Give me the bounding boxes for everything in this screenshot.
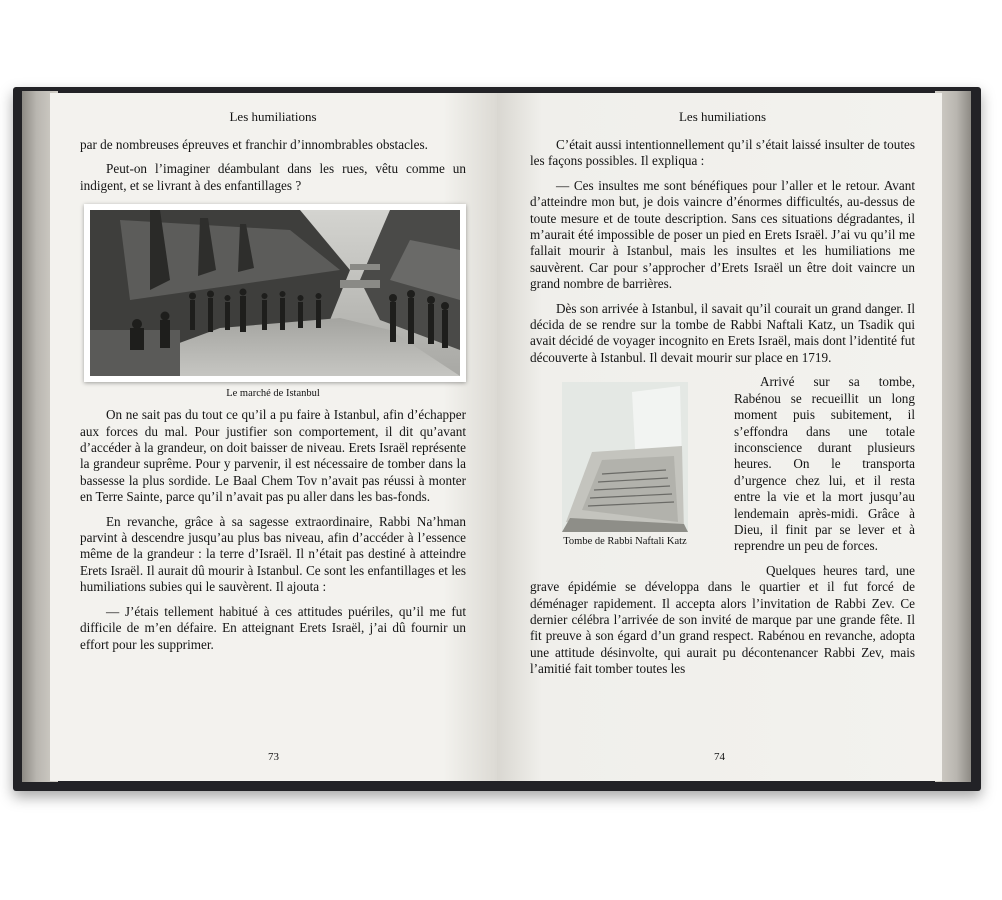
page-number: 73 (268, 751, 279, 763)
paragraph: Peut-on l’imaginer déambulant dans les rues, vêtu comme un indigent, et se livrant à des enfantillages ? (80, 161, 466, 193)
paragraph: Arrivé sur sa tombe, Rabénou se recueillit un long moment puis subitement, il s’effondra dans une totale inconscience durant plusieurs heures. On le transporta d’urgence chez lui, et il resta entre la vie et la mort jusqu’au lendemain après-midi. Grâce à Dieu, il finit par se lever et à reprendre un peu de forces. (734, 374, 915, 554)
figure-caption: Le marché de Istanbul (226, 388, 320, 400)
paragraph: On ne sait pas du tout ce qu’il a pu faire à Istanbul, afin d’échapper aux forces du mal. Pour justifier son comportement, il dit qu’avant d’accéder à la grandeur, on doit baisser de niveau. Erets Israël représente la grandeur suprême. Pour y parvenir, il est nécessaire de tomber dans la bassesse la plus sordide. Le Baal Chem Tov n’avait pas réussi à monter en Terre Sainte, parce qu’il n’avait pas pu aller dans les bas-fonds. (80, 407, 466, 505)
paragraph: En revanche, grâce à sa sagesse extraordinaire, Rabbi Na’hman parvint à descendre jusqu’au plus bas niveau, afin d’accéder à l’essence même de la grandeur : la terre d’Israël. Il n’était pas destiné à atteindre Erets Israël. Il aurait dû mourir à Istanbul. Ce sont les enfantillages et les humiliations subies qui le sauvèrent. Il ajouta : (80, 513, 466, 595)
tomb-figure (530, 374, 720, 547)
paragraph: — J’étais tellement habitué à ces attitudes puériles, qu’il me fut difficile de m’en défaire. En atteignant Erets Israël, j’ai dû fournir un effort pour les supprimer. (80, 603, 466, 652)
paragraph: Dès son arrivée à Istanbul, il savait qu’il courait un grand danger. Il décida de se rendre sur la tombe de Rabbi Naftali Katz, un Tsadik qui avait décidé de voyager incognito en Erets Israël, mais dont l’identité fut découverte à Istanbul. Il devait mourir sur place en 1719. (530, 300, 915, 365)
market-photo-frame (84, 204, 466, 382)
paragraph: Quelques heures tard, une grave épidémie se développa dans le quartier et il fut forcé de déménager rapidement. Il accepta alors l’invitation de Rabbi Zev. Ce dernier célébra l’arrivée de son invité de marque par une grande fête. Il fit preuve à son égard d’un grand respect. Rabénou en revanche, adopta une attitude désinvolte, qui aurait pu décontenancer Rabbi Zev, mais l’amitié fait tomber toutes les (530, 562, 915, 677)
paragraph: — Ces insultes me sont bénéfiques pour l’aller et le retour. Avant d’atteindre mon but, je dois vaincre d’énormes difficultés, au-dessus de toute mesure et de toute description. Sans ces situations dégradantes, il m’aurait été impossible de poser un pied en Erets Israël. J’ai vu qu’il me fallait mourir à Istanbul, mais les insultes et les humiliations me sauvèrent. Car pour s’approcher d’Erets Israël un être doit vaincre un grand nombre de barrières. (530, 177, 915, 292)
right-page (497, 93, 942, 781)
wrap-text (734, 374, 915, 562)
tomb-photo (562, 382, 688, 532)
left-page (50, 93, 497, 781)
right-running-head: Les humiliations (678, 109, 767, 124)
tomb-section (530, 374, 915, 562)
market-photo (90, 210, 460, 376)
figure-caption: Tombe de Rabbi Naftali Katz (563, 536, 687, 548)
paragraph: C’était aussi intentionnellement qu’il s’était laissé insulter de toutes les façons possibles. Il expliqua : (530, 137, 915, 169)
left-running-head: Les humiliations (229, 109, 317, 124)
paragraph: par de nombreuses épreuves et franchir d’innombrables obstacles. (80, 137, 428, 152)
page-number: 74 (714, 751, 725, 763)
